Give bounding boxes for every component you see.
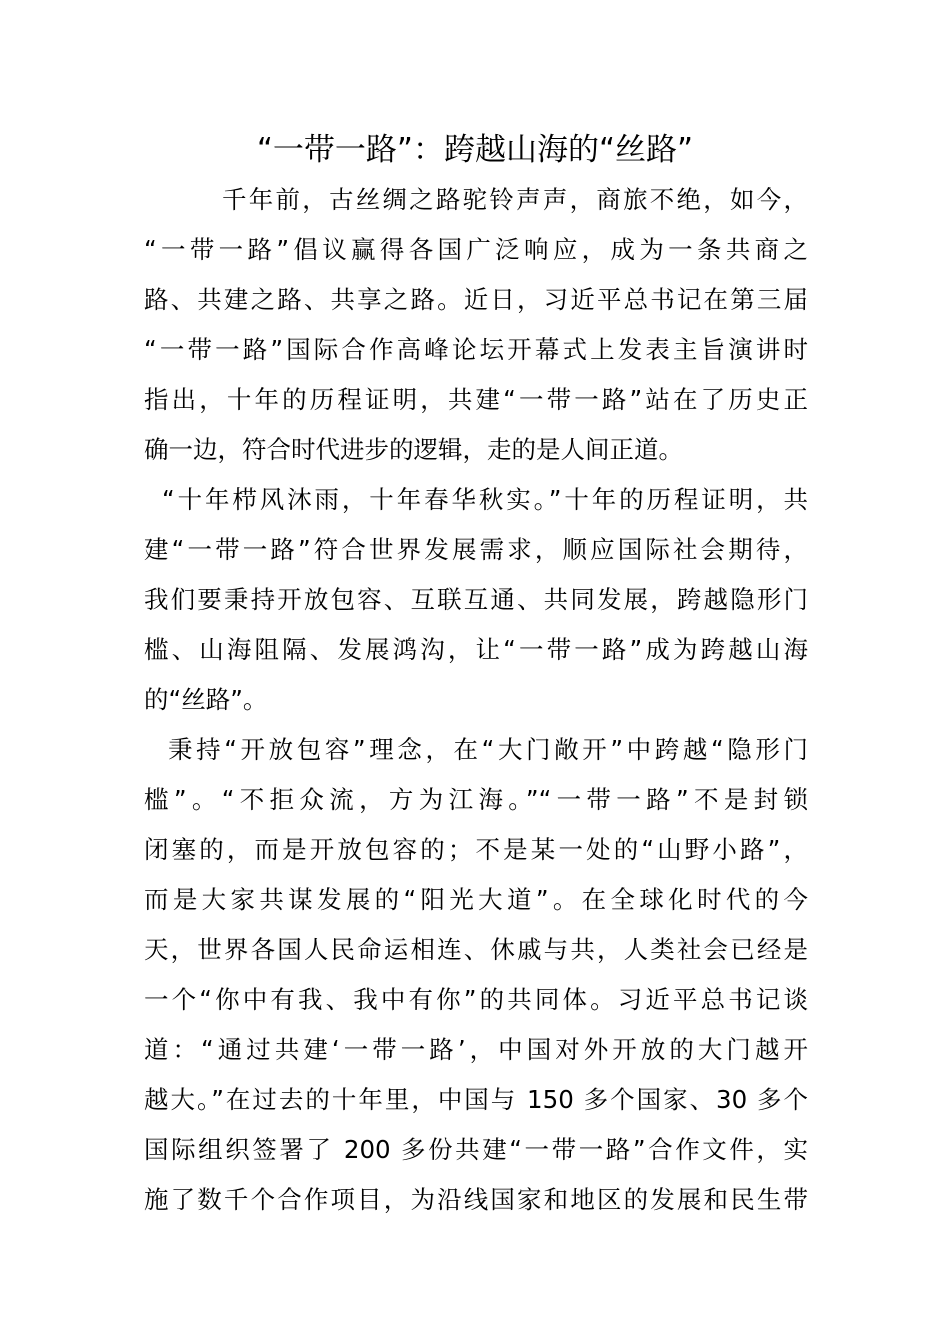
text-line-12: 秉持“开放包容”理念，在“大门敞开”中跨越“隐形门: [168, 735, 808, 764]
text-line-8: 建“一带一路”符合世界发展需求，顺应国际社会期待，: [144, 535, 808, 564]
text-line-11: 的“丝路”。: [144, 685, 268, 714]
text-line-19: 越大。”在过去的十年里，中国与 150 多个国家、30 多个: [144, 1085, 808, 1114]
text-line-4: “一带一路”国际合作高峰论坛开幕式上发表主旨演讲时: [144, 335, 808, 364]
text-line-3: 路、共建之路、共享之路。近日，习近平总书记在第三届: [144, 285, 808, 314]
text-line-13: 槛”。“不拒众流，方为江海。”“一带一路”不是封锁: [144, 785, 808, 814]
document-title: “一带一路”：跨越山海的“丝路”: [256, 132, 694, 168]
text-line-5: 指出，十年的历程证明，共建“一带一路”站在了历史正: [144, 385, 808, 414]
text-line-21: 施了数千个合作项目，为沿线国家和地区的发展和民生带: [144, 1185, 808, 1214]
text-line-6: 确一边，符合时代进步的逻辑，走的是人间正道。: [144, 435, 683, 464]
text-line-18: 道：“通过共建‘一带一路’，中国对外开放的大门越开: [144, 1035, 808, 1064]
text-line-1: 千年前，古丝绸之路驼铃声声，商旅不绝，如今，: [222, 185, 808, 214]
text-line-9: 我们要秉持开放包容、互联互通、共同发展，跨越隐形门: [144, 585, 808, 614]
text-line-20: 国际组织签署了 200 多份共建“一带一路”合作文件，实: [144, 1135, 808, 1164]
text-line-16: 天，世界各国人民命运相连、休戚与共，人类社会已经是: [144, 935, 808, 964]
text-line-17: 一个“你中有我、我中有你”的共同体。习近平总书记谈: [144, 985, 808, 1014]
text-line-15: 而是大家共谋发展的“阳光大道”。在全球化时代的今: [144, 885, 808, 914]
text-line-10: 槛、山海阻隔、发展鸿沟，让“一带一路”成为跨越山海: [144, 635, 808, 664]
text-line-2: “一带一路”倡议赢得各国广泛响应，成为一条共商之: [144, 235, 808, 264]
text-line-7: “十年栉风沐雨，十年春华秋实。”十年的历程证明，共: [162, 485, 808, 514]
text-line-14: 闭塞的，而是开放包容的；不是某一处的“山野小路”，: [144, 835, 808, 864]
